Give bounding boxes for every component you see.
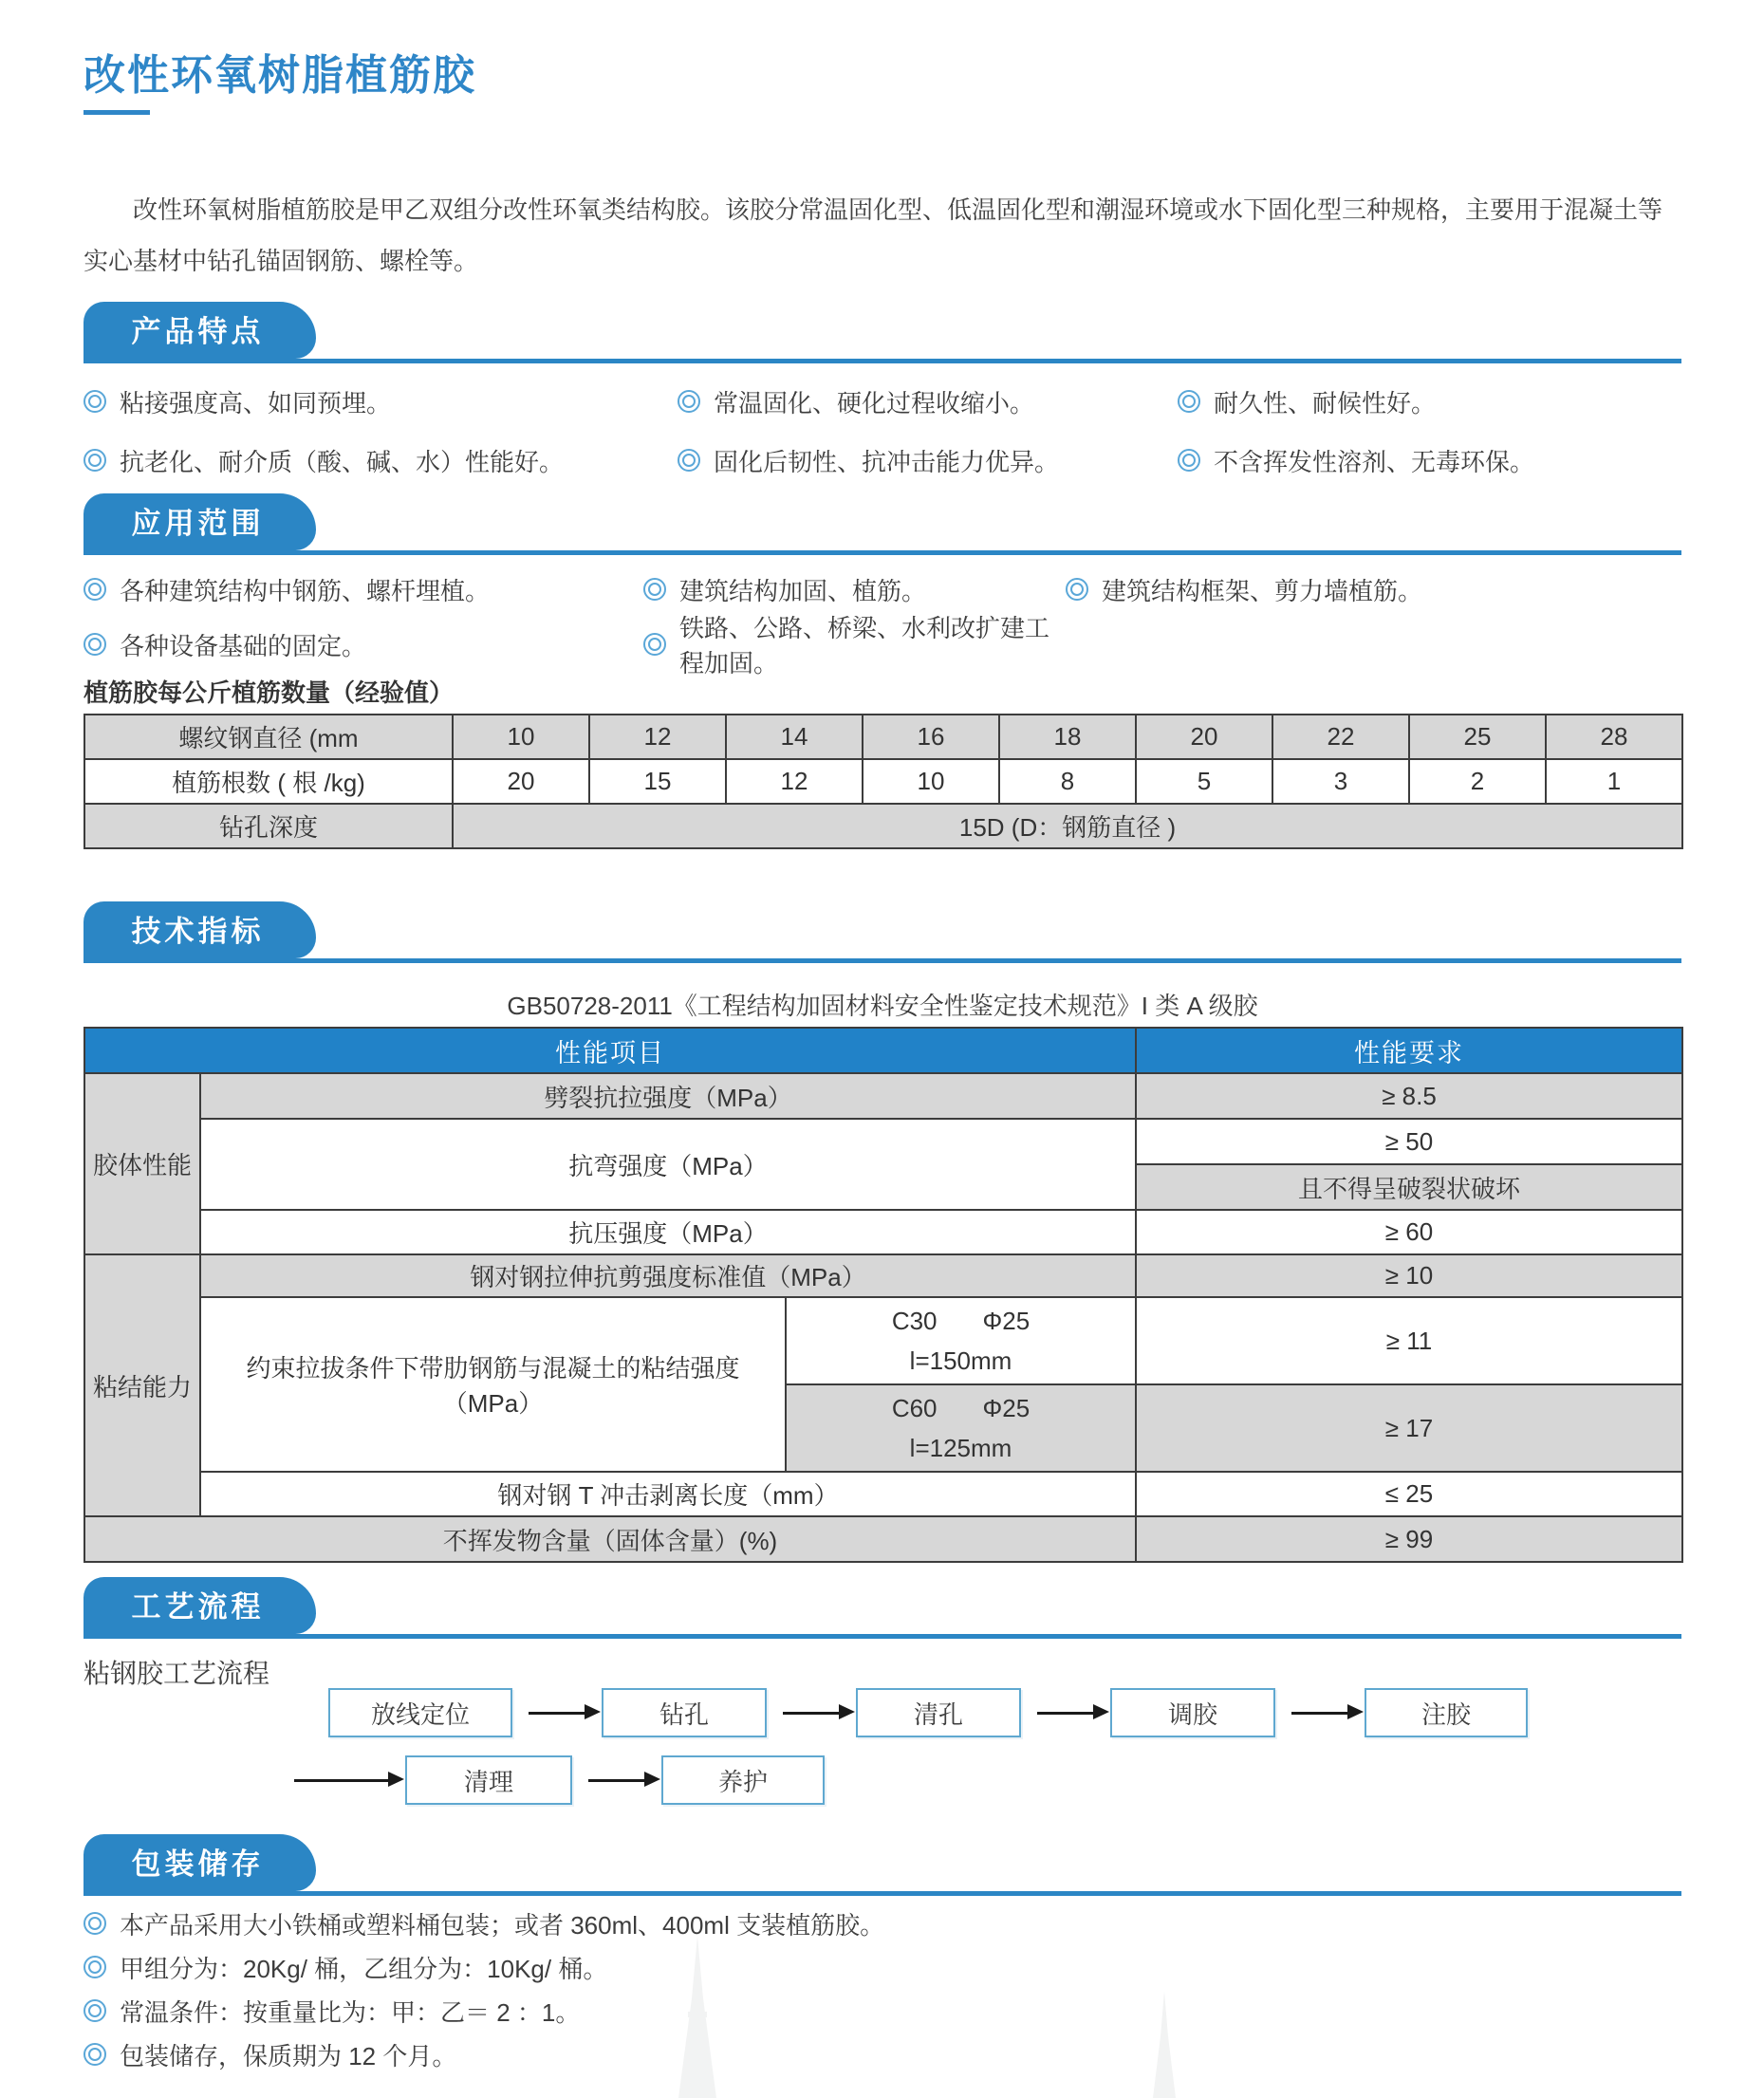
section-badge-process bbox=[84, 1577, 316, 1634]
table-cell: 12 bbox=[589, 715, 726, 759]
section-head-applications bbox=[84, 493, 1681, 555]
bar-diameter: Φ25 bbox=[982, 1307, 1031, 1335]
list-item-label: 各种设备基础的固定。 bbox=[120, 631, 367, 660]
double-circle-icon bbox=[1178, 449, 1200, 472]
table-cell: 28 bbox=[1546, 715, 1682, 759]
condition-cell bbox=[786, 1384, 1136, 1472]
section-head-process bbox=[84, 1577, 1681, 1639]
flow-step-box: 钻孔 bbox=[602, 1688, 767, 1737]
table-row bbox=[84, 1472, 1682, 1516]
table-cell: 2 bbox=[1409, 759, 1546, 804]
section-heading-label: 应用范围 bbox=[131, 506, 265, 540]
table-row bbox=[84, 1516, 1682, 1562]
flow-arrow-icon bbox=[529, 1712, 585, 1715]
list-item bbox=[84, 562, 643, 617]
table-cell: 22 bbox=[1272, 715, 1409, 759]
list-item-label: 甲组分为：20Kg/ 桶，乙组分为：10Kg/ 桶。 bbox=[120, 1954, 608, 1983]
column-header: 性能要求 bbox=[1136, 1028, 1682, 1073]
table-cell: 3 bbox=[1272, 759, 1409, 804]
list-item-label: 建筑结构加固、植筋。 bbox=[679, 576, 927, 605]
double-circle-icon bbox=[1178, 390, 1200, 413]
list-item-label: 包装储存，保质期为 12 个月。 bbox=[120, 2041, 457, 2070]
watermark-tower-icon bbox=[1143, 1991, 1185, 2098]
list-item bbox=[84, 1945, 1681, 1989]
row-label-cell: 钻孔深度 bbox=[84, 804, 453, 848]
table-cell: 25 bbox=[1409, 715, 1546, 759]
table-cell: 1 bbox=[1546, 759, 1682, 804]
table-cell: 16 bbox=[863, 715, 999, 759]
section-heading-label: 产品特点 bbox=[131, 314, 265, 348]
intro-paragraph: 改性环氧树脂植筋胶是甲乙双组分改性环氧类结构胶。该胶分常温固化型、低温固化型和潮湿环境或水下固化型三种规格，主要用于混凝土等实心基材中钻孔锚固钢筋、螺栓等。 bbox=[84, 195, 1663, 275]
table-cell: 14 bbox=[726, 715, 863, 759]
double-circle-icon bbox=[84, 1999, 106, 2022]
flow-step-box: 注胶 bbox=[1365, 1688, 1528, 1737]
double-circle-icon bbox=[84, 1912, 106, 1935]
double-circle-icon bbox=[643, 633, 666, 656]
section-heading-label: 工艺流程 bbox=[131, 1589, 265, 1624]
double-circle-icon bbox=[1066, 578, 1088, 601]
section-head-features bbox=[84, 302, 1681, 363]
features-list bbox=[84, 372, 1681, 490]
page-title: 改性环氧树脂植筋胶 bbox=[84, 52, 476, 100]
section-badge-applications bbox=[84, 493, 316, 550]
section-heading-label: 包装储存 bbox=[131, 1847, 265, 1881]
section-rule bbox=[84, 550, 1681, 555]
table-cell: 12 bbox=[726, 759, 863, 804]
anchor-length: l=125mm bbox=[909, 1434, 1012, 1462]
tech-table-wrap bbox=[84, 1027, 1681, 1563]
list-item bbox=[643, 614, 1066, 678]
list-item-label: 常温条件：按重量比为：甲：乙＝ 2 ：1。 bbox=[120, 1997, 581, 2027]
section-rule bbox=[84, 1891, 1681, 1896]
list-item-label: 不含挥发性溶剂、无毒环保。 bbox=[1214, 447, 1535, 476]
list-item bbox=[1178, 431, 1681, 490]
standard-note: GB50728-2011《工程结构加固材料安全性鉴定技术规范》I 类 A 级胶 bbox=[507, 992, 1258, 1020]
table-row bbox=[84, 1073, 1682, 1119]
section-rule bbox=[84, 1634, 1681, 1639]
anchor-length: l=150mm bbox=[909, 1346, 1012, 1375]
requirement-cell: ≥ 17 bbox=[1136, 1384, 1682, 1472]
list-item bbox=[678, 372, 1178, 431]
table-row bbox=[84, 759, 1682, 804]
flow-arrow-icon bbox=[1037, 1712, 1094, 1715]
rebar-table-wrap bbox=[84, 714, 1681, 849]
double-circle-icon bbox=[84, 2043, 106, 2066]
list-item bbox=[84, 1902, 1681, 1945]
property-cell: 抗压强度（MPa） bbox=[200, 1210, 1136, 1254]
section-head-storage bbox=[84, 1834, 1681, 1896]
rebar-table bbox=[84, 714, 1683, 849]
section-badge-tech bbox=[84, 901, 316, 958]
property-cell: 钢对钢 T 冲击剥离长度（mm） bbox=[200, 1472, 1136, 1516]
flow-row-1 bbox=[84, 1688, 1681, 1737]
flow-step-box: 养护 bbox=[661, 1755, 825, 1805]
applications-list bbox=[84, 562, 1681, 678]
list-item bbox=[84, 1989, 1681, 2033]
table-row bbox=[84, 1297, 1682, 1384]
concrete-grade: C60 bbox=[891, 1394, 938, 1422]
flow-row-2 bbox=[84, 1755, 1681, 1805]
requirement-cell: ≥ 11 bbox=[1136, 1297, 1682, 1384]
flow-arrow-icon bbox=[294, 1779, 389, 1782]
table-header-row bbox=[84, 1028, 1682, 1073]
flow-step-box: 放线定位 bbox=[328, 1688, 512, 1737]
table-cell: 10 bbox=[863, 759, 999, 804]
column-header: 性能项目 bbox=[84, 1028, 1136, 1073]
title-underline bbox=[84, 110, 150, 115]
flow-arrow-icon bbox=[588, 1779, 645, 1782]
row-label-cell: 植筋根数 ( 根 /kg) bbox=[84, 759, 453, 804]
property-cell: 劈裂抗拉强度（MPa） bbox=[200, 1073, 1136, 1119]
table-cell: 18 bbox=[999, 715, 1136, 759]
requirement-cell: ≤ 25 bbox=[1136, 1472, 1682, 1516]
group-label-cell: 粘结能力 bbox=[84, 1254, 200, 1516]
flow-step-box: 清孔 bbox=[856, 1688, 1021, 1737]
property-cell: 约束拉拔条件下带肋钢筋与混凝土的粘结强度（MPa） bbox=[200, 1297, 786, 1472]
list-item bbox=[1178, 372, 1681, 431]
double-circle-icon bbox=[84, 633, 106, 656]
flow-arrow-icon bbox=[783, 1712, 840, 1715]
list-item-label: 粘接强度高、如同预埋。 bbox=[120, 388, 392, 418]
property-cell: 钢对钢拉伸抗剪强度标准值（MPa） bbox=[200, 1254, 1136, 1297]
table-cell: 10 bbox=[453, 715, 589, 759]
list-item-label: 常温固化、硬化过程收缩小。 bbox=[714, 388, 1035, 418]
list-item-label: 固化后韧性、抗冲击能力优异。 bbox=[714, 447, 1060, 476]
list-item-label: 铁路、公路、桥梁、水利改扩建工程加固。 bbox=[679, 614, 1050, 678]
table-row bbox=[84, 1119, 1682, 1164]
table-cell: 15D (D：钢筋直径 ) bbox=[453, 804, 1682, 848]
property-cell: 不挥发物含量（固体含量）(%) bbox=[84, 1516, 1136, 1562]
requirement-cell: ≥ 8.5 bbox=[1136, 1073, 1682, 1119]
double-circle-icon bbox=[678, 390, 700, 413]
flow-arrow-icon bbox=[1291, 1712, 1348, 1715]
list-item bbox=[84, 372, 678, 431]
flow-step-box: 清理 bbox=[405, 1755, 572, 1805]
requirement-cell: ≥ 10 bbox=[1136, 1254, 1682, 1297]
condition-cell bbox=[786, 1297, 1136, 1384]
flow-subtitle: 粘钢胶工艺流程 bbox=[84, 1659, 270, 1688]
flow-step-box: 调胶 bbox=[1110, 1688, 1275, 1737]
table-row bbox=[84, 1254, 1682, 1297]
table-cell: 20 bbox=[453, 759, 589, 804]
table-cell: 20 bbox=[1136, 715, 1272, 759]
section-rule bbox=[84, 958, 1681, 963]
section-heading-label: 技术指标 bbox=[131, 914, 265, 948]
requirement-cell: 且不得呈破裂状破坏 bbox=[1136, 1164, 1682, 1210]
requirement-cell: ≥ 60 bbox=[1136, 1210, 1682, 1254]
double-circle-icon bbox=[84, 449, 106, 472]
list-item-label: 抗老化、耐介质（酸、碱、水）性能好。 bbox=[120, 447, 565, 476]
requirement-cell: ≥ 99 bbox=[1136, 1516, 1682, 1562]
storage-list bbox=[84, 1902, 1681, 2076]
section-rule bbox=[84, 359, 1681, 363]
table-cell: 15 bbox=[589, 759, 726, 804]
concrete-grade: C30 bbox=[891, 1307, 938, 1335]
list-item bbox=[84, 431, 678, 490]
list-item bbox=[678, 431, 1178, 490]
list-item bbox=[84, 2033, 1681, 2076]
list-item-label: 耐久性、耐候性好。 bbox=[1214, 388, 1437, 418]
table-row bbox=[84, 804, 1682, 848]
list-item-label: 本产品采用大小铁桶或塑料桶包装；或者 360ml、400ml 支装植筋胶。 bbox=[120, 1910, 885, 1940]
table-row bbox=[84, 715, 1682, 759]
list-item bbox=[84, 617, 643, 672]
rebar-table-title: 植筋胶每公斤植筋数量（经验值） bbox=[84, 678, 455, 707]
section-badge-features bbox=[84, 302, 316, 359]
double-circle-icon bbox=[84, 1956, 106, 1978]
table-cell: 5 bbox=[1136, 759, 1272, 804]
table-cell: 8 bbox=[999, 759, 1136, 804]
bar-diameter: Φ25 bbox=[982, 1394, 1031, 1422]
list-item-label: 各种建筑结构中钢筋、螺杆埋植。 bbox=[120, 576, 491, 605]
property-cell: 抗弯强度（MPa） bbox=[200, 1119, 1136, 1210]
section-head-tech bbox=[84, 901, 1681, 963]
section-badge-storage bbox=[84, 1834, 316, 1891]
double-circle-icon bbox=[84, 578, 106, 601]
watermark-tower-icon bbox=[659, 1936, 735, 2098]
double-circle-icon bbox=[84, 390, 106, 413]
tech-table bbox=[84, 1027, 1683, 1563]
group-label-cell: 胶体性能 bbox=[84, 1073, 200, 1254]
double-circle-icon bbox=[643, 578, 666, 601]
list-item-label: 建筑结构框架、剪力墙植筋。 bbox=[1102, 576, 1423, 605]
requirement-cell: ≥ 50 bbox=[1136, 1119, 1682, 1164]
list-item bbox=[1066, 562, 1681, 617]
double-circle-icon bbox=[678, 449, 700, 472]
table-row bbox=[84, 1210, 1682, 1254]
row-label-cell: 螺纹钢直径 (mm bbox=[84, 715, 453, 759]
